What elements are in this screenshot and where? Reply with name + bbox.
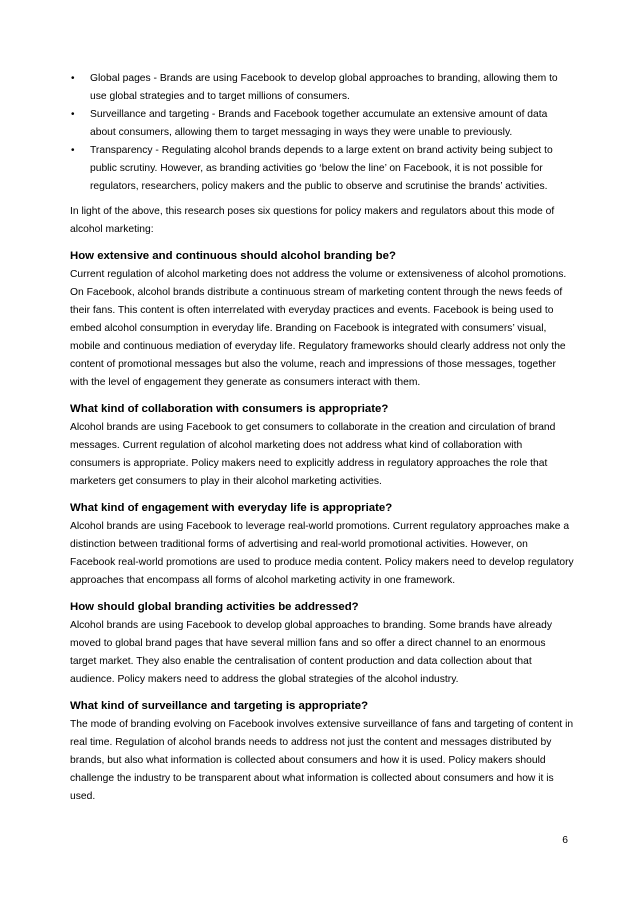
bullet-text: Surveillance and targeting - Brands and Facebook together accumulate an extensive amount of data about consumers, allowing them to target messaging in ways they were unable to previously.	[90, 109, 548, 138]
list-item	[70, 106, 574, 142]
list-item	[70, 142, 574, 196]
section-body-engagement: Alcohol brands are using Facebook to leverage real-world promotions. Current regulatory approaches make a distinction between traditional forms of advertising and real-world promotional activities. However, on Facebook real-world promotions are used to produce media content. Policy makers need to develop regulatory approaches that encompass all forms of alcohol marketing activity in one framework.	[70, 521, 574, 586]
section-heading-engagement: What kind of engagement with everyday life is appropriate?	[70, 502, 393, 514]
section-heading-extent: How extensive and continuous should alcohol branding be?	[70, 250, 396, 262]
section-heading-surveillance: What kind of surveillance and targeting is appropriate?	[70, 700, 369, 712]
bullet-list	[70, 70, 574, 196]
section-body-global-branding: Alcohol brands are using Facebook to develop global approaches to branding. Some brands have already moved to global brand pages that have several million fans and so offer a direct channel to an enormous target market. They also enable the centralisation of content production and data collection about that audience. Policy makers need to address the global strategies of the alcohol industry.	[70, 620, 552, 685]
intro-paragraph: In light of the above, this research poses six questions for policy makers and regulators about this mode of alcohol marketing:	[70, 206, 555, 235]
section-body-collaboration: Alcohol brands are using Facebook to get consumers to collaborate in the creation and circulation of brand messages. Current regulation of alcohol marketing does not address what kind of collaboration with consumers is appropriate. Policy makers need to explicitly address in regulatory approaches the role that marketers get consumers to play in their alcohol marketing activities.	[70, 422, 556, 487]
bullet-text: Global pages - Brands are using Facebook to develop global approaches to branding, allowing them to use global strategies and to target millions of consumers.	[90, 73, 558, 102]
bullet-icon: •	[71, 73, 75, 84]
section-body-surveillance: The mode of branding evolving on Facebook involves extensive surveillance of fans and targeting of content in real time. Regulation of alcohol brands needs to address not just the content and messages distributed by brands, but also what information is collected about consumers and how it is used. Policy makers should challenge the industry to be transparent about what information is collected about consumers and how it is used.	[70, 719, 574, 802]
page-number: 6	[562, 835, 568, 846]
bullet-icon: •	[71, 109, 75, 120]
section-heading-collaboration: What kind of collaboration with consumers is appropriate?	[70, 403, 389, 415]
section-body-extent: Current regulation of alcohol marketing does not address the volume or extensiveness of alcohol promotions. On Facebook, alcohol brands distribute a continuous stream of marketing content through the news feeds of their fans. This content is often interrelated with everyday practices and events. Facebook is being used to embed alcohol consumption in everyday life. Branding on Facebook is integrated with consumers’ visual, mobile and continuous mediation of everyday life. Regulatory frameworks should clearly address not only the content of promotional messages but also the volume, reach and impressions of those messages, together with the level of engagement they generate as consumers interact with them.	[70, 269, 567, 388]
bullet-text: Transparency - Regulating alcohol brands depends to a large extent on brand activity being subject to public scrutiny. However, as branding activities go ‘below the line’ on Facebook, it is not possible for regulators, researchers, policy makers and the public to observe and scrutinise the brands’ activities.	[90, 145, 553, 192]
list-item	[70, 70, 574, 106]
section-heading-global-branding: How should global branding activities be addressed?	[70, 601, 359, 613]
bullet-icon: •	[71, 145, 75, 156]
